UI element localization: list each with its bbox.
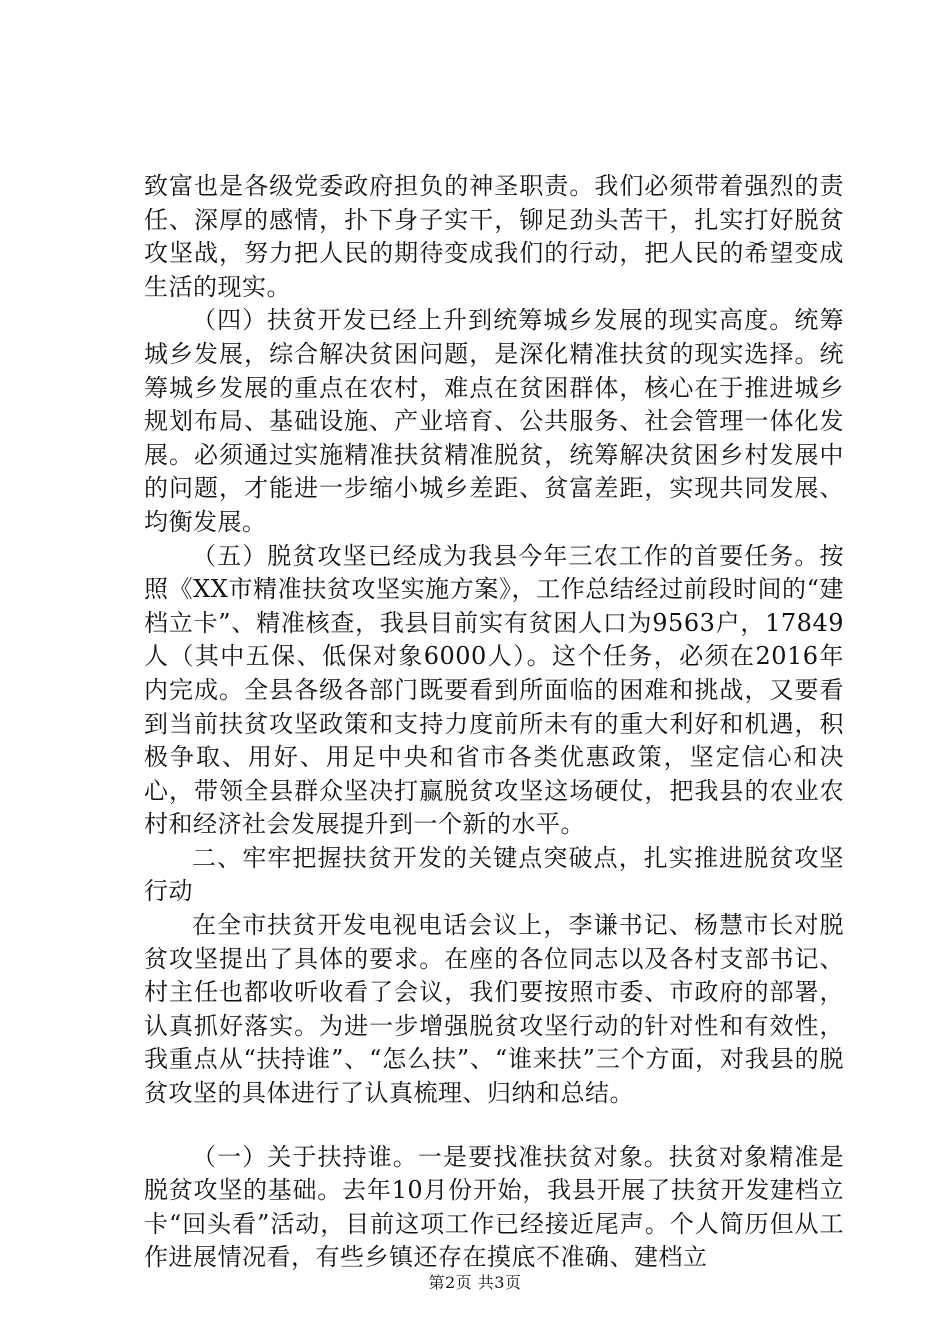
paragraph-section-four: （四）扶贫开发已经上升到统筹城乡发展的现实高度。统筹城乡发展，综合解决贫困问题，是深化精准扶贫的现实选择。统筹城乡发展的重点在农村，难点在贫困群体，核心在于推进城乡规划布局、基础设施、产业培育、公共服务、社会管理一体化发展。必须通过实施精准扶贫精准脱贫，统筹解决贫困乡村发展中的问题，才能进一步缩小城乡差距、贫富差距，实现共同发展、均衡发展。 [144,306,844,536]
paragraph-continuation: 致富也是各级党委政府担负的神圣职责。我们必须带着强烈的责任、深厚的感情，扑下身子实干，铆足劲头苦干，扎实打好脱贫攻坚战，努力把人民的期待变成我们的行动，把人民的希望变成生活的现实。 [144,172,844,301]
paragraph-meeting: 在全市扶贫开发电视电话会议上，李谦书记、杨慧市长对脱贫攻坚提出了具体的要求。在座的各位同志以及各村支部书记、村主任也都收听收看了会议，我们要按照市委、市政府的部署，认真抓好落实。为进一步增强脱贫攻坚行动的针对性和有效性，我重点从“扶持谁”、“怎么扶”、“谁来扶”三个方面，对我县的脱贫攻坚的具体进行了认真梳理、归纳和总结。 [144,911,844,1108]
paragraph-section-five: （五）脱贫攻坚已经成为我县今年三农工作的首要任务。按照《XX市精准扶贫攻坚实施方案》，工作总结经过前段时间的“建档立卡”、精准核查，我县目前实有贫困人口为9563户，17849人（其中五保、低保对象6000人）。这个任务，必须在2016年内完成。全县各级各部门既要看到所面临的困难和挑战，又要看到当前扶贫攻坚政策和支持力度前所未有的重大利好和机遇，积极争取、用好、用足中央和省市各类优惠政策，坚定信心和决心，带领全县群众坚决打赢脱贫攻坚这场硬仗，把我县的农业农村和经济社会发展提升到一个新的水平。 [144,541,844,839]
paragraph-subsection-one: （一）关于扶持谁。一是要找准扶贫对象。扶贫对象精准是脱贫攻坚的基础。去年10月份开始，我县开展了扶贫开发建档立卡“回头看”活动，目前这项工作已经接近尾声。个人简历但从工作进展情况看，有些乡镇还存在摸底不准确、建档立 [144,1142,844,1272]
section-heading-two: 二、牢牢把握扶贫开发的关键点突破点，扎实推进脱贫攻坚行动 [144,843,844,906]
document-body [144,170,844,1275]
page-footer: 第2页 共3页 [428,1273,522,1292]
